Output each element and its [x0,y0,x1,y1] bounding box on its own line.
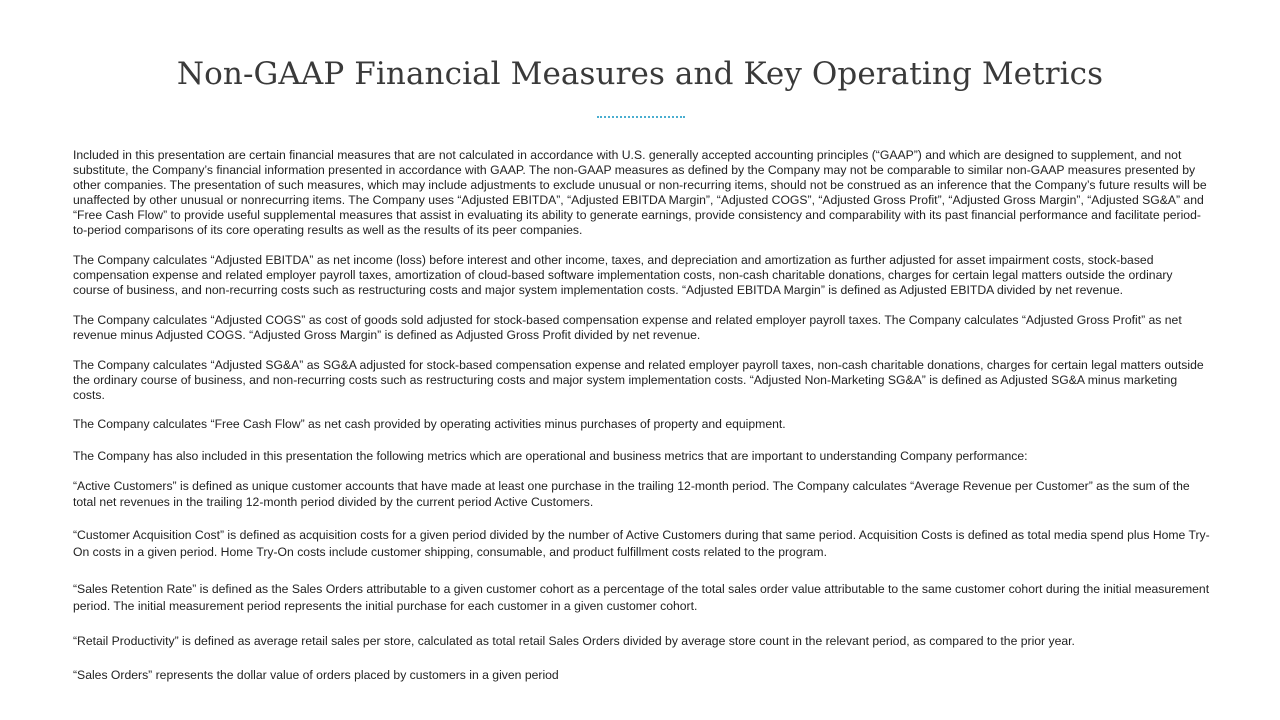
paragraph-operating-metrics-intro: The Company has also included in this presentation the following metrics which are operational and business metrics that are important to understanding Company performance: [73,449,1028,463]
paragraph-sales-retention-rate: “Sales Retention Rate” is defined as the Sales Orders attributable to a given customer cohort as a percentage of the total sales order value attributable to the same customer cohort during the initial measurement period. The initial measurement period represents the initial purchase for each customer in a given customer cohort. [73,582,1210,613]
paragraph-free-cash-flow: The Company calculates “Free Cash Flow” as net cash provided by operating activities minus purchases of property and equipment. [73,417,786,431]
paragraph-sales-orders: “Sales Orders” represents the dollar value of orders placed by customers in a given period [73,668,559,682]
page-title: Non-GAAP Financial Measures and Key Operating Metrics [176,56,1104,92]
paragraph-adjusted-cogs: The Company calculates “Adjusted COGS” as cost of goods sold adjusted for stock-based compensation expense and related employer payroll taxes. The Company calculates “Adjusted Gross Profit” as net revenue minus Adjusted COGS. “Adjusted Gross Margin” is defined as Adjusted Gross Profit divided by net revenue. [73,313,1182,342]
title-divider [597,116,685,118]
paragraph-adjusted-sga: The Company calculates “Adjusted SG&A” as SG&A adjusted for stock-based compensation expense and related employer payroll taxes, non-cash charitable donations, charges for certain legal matters outside the ordinary course of business, and non-recurring costs such as restructuring costs and major system implementation costs. “Adjusted Non-Marketing SG&A” is defined as Adjusted SG&A minus marketing costs. [73,358,1204,402]
paragraph-customer-acquisition-cost: “Customer Acquisition Cost” is defined as acquisition costs for a given period divided by the number of Active Customers during that same period. Acquisition Costs is defined as total media spend plus Home Try-On costs in a given period. Home Try-On costs include customer shipping, consumable, and product fulfillment costs related to the program. [73,528,1210,559]
paragraph-non-gaap-intro: Included in this presentation are certain financial measures that are not calculated in accordance with U.S. generally accepted accounting principles (“GAAP”) and which are designed to supplement, and not substitute, the Company’s financial information presented in accordance with GAAP. The non-GAAP measures as defined by the Company may not be comparable to similar non-GAAP measures presented by other companies. The presentation of such measures, which may include adjustments to exclude unusual or non-recurring items, should not be construed as an inference that the Company’s future results will be unaffected by other unusual or nonrecurring items. The Company uses “Adjusted EBITDA”, “Adjusted EBITDA Margin”, “Adjusted COGS”, “Adjusted Gross Profit”, “Adjusted Gross Margin”, “Adjusted SG&A” and “Free Cash Flow” to provide useful supplemental measures that assist in evaluating its ability to generate earnings, provide consistency and comparability with its past financial performance and facilitate period-to-period comparisons of its core operating results as well as the results of its peer companies. [73,148,1207,237]
body-text [73,148,1211,683]
paragraph-retail-productivity: “Retail Productivity” is defined as average retail sales per store, calculated as total retail Sales Orders divided by average store count in the relevant period, as compared to the prior year. [73,634,1075,648]
paragraph-adjusted-ebitda: The Company calculates “Adjusted EBITDA” as net income (loss) before interest and other income, taxes, and depreciation and amortization as further adjusted for asset impairment costs, stock-based compensation expense and related employer payroll taxes, amortization of cloud-based software implementation costs, non-cash charitable donations, charges for certain legal matters outside the ordinary course of business, and non-recurring costs such as restructuring costs and major system implementation costs. “Adjusted EBITDA Margin” is defined as Adjusted EBITDA divided by net revenue. [73,253,1173,297]
paragraph-active-customers: “Active Customers” is defined as unique customer accounts that have made at least one purchase in the trailing 12-month period. The Company calculates “Average Revenue per Customer” as the sum of the total net revenues in the trailing 12-month period divided by the current period Active Customers. [73,479,1190,509]
